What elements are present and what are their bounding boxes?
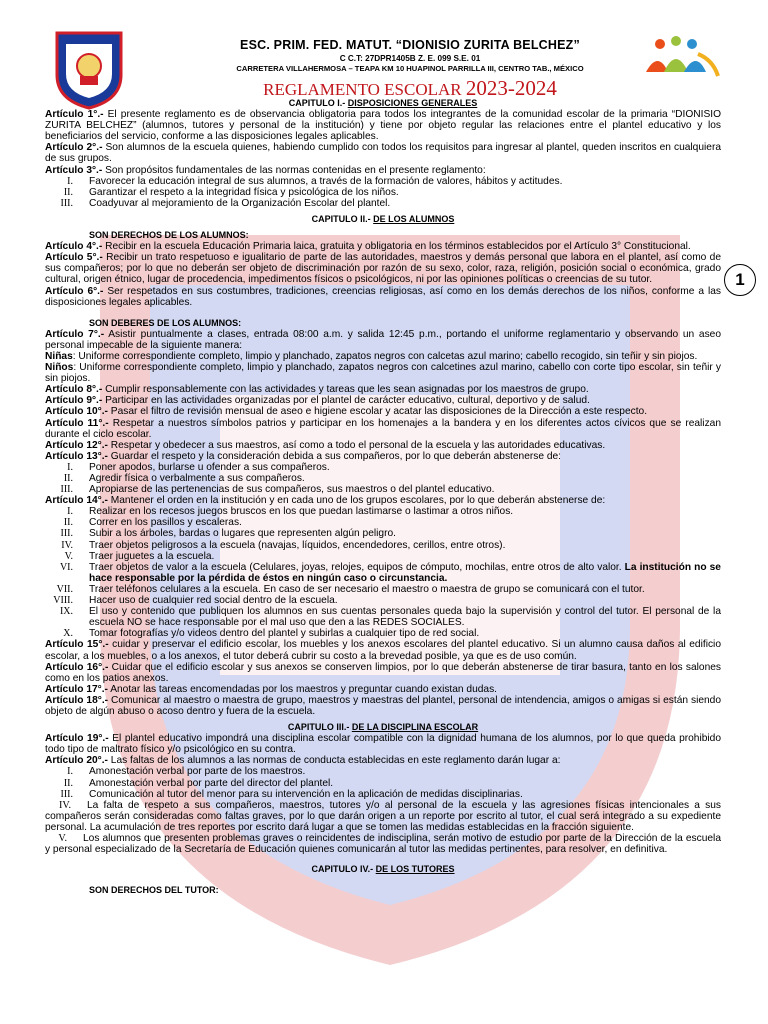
chapter-heading: CAPITULO III.- DE LA DISCIPLINA ESCOLAR (287, 722, 479, 733)
title-year: 2023-2024 (465, 76, 557, 100)
list-item: II. Agredir física o verbalmente a sus compañeros. (63, 473, 305, 484)
list-item: I. Favorecer la educación integral de sus alumnos, a través de la formación de valores, hábitos y actitudes. (67, 175, 563, 187)
article: Artículo 2°.- Son alumnos de la escuela quienes, habiendo cumplido con todos los requisitos para ingresar al plantel, queden inscritos en cualquiera de sus grupos. (45, 142, 722, 165)
list-item: II. Correr en los pasillos y escaleras. (63, 517, 242, 529)
article: Artículo 12°.- Respetar y obedecer a sus maestros, así como a todo el personal de la escuela y las autoridades educativas. (45, 439, 606, 451)
article: Artículo 15°.- cuidar y preservar el edificio escolar, los muebles y los anexos escolares del plantel educativo. Si un alumno causa daños al edificio escolar, a los muebles, o a los anexos, el tutor deberá cubrir su costo a la brevedad posible, ya que es de uso común. (45, 639, 721, 662)
article: Niñas: Uniforme correspondiente completo, limpio y planchado, zapatos negros con calcetas azul marino; cabello recogido, sin teñir y sin piojos. (45, 350, 698, 362)
article: Artículo 3°.- Son propósitos fundamentales de las normas contenidas en el presente reglamento: (45, 164, 486, 176)
article: Niños: Uniforme correspondiente completo, limpio y planchado, zapatos negros con calcetines azul marino, cabello con corte tipo escolar, sin teñir y sin piojos. (45, 362, 721, 385)
article: Artículo 8°.- Cumplir responsablemente con las actividades y tareas que les sean asignadas por los maestros de grupo. (45, 384, 589, 396)
article: Artículo 4°.- Recibir en la escuela Educación Primaria laica, gratuita y obligatoria en los términos establecidos por el Artículo 3° Constitucional. (45, 241, 691, 253)
school-address: CARRETERA VILLAHERMOSA – TEAPA KM 10 HUAPINOL PARRILLA III, CENTRO TAB., MÉXICO (236, 64, 584, 73)
article: Artículo 5°.- Recibir un trato respetuoso e igualitario de parte de las autoridades, maestros y demás personal que labora en el plantel, así como de sus compañeros; por lo que no deberán ser objeto de discriminación por razón de su sexo, color, raza, religión, posición social o económica, grado cultural, origen étnico, lugar de procedencia, impedimentos físicos o psicológicos, ni por las opiniones políticas o creencias de su tutor. (45, 252, 721, 286)
article: Artículo 16°.- Cuidar que el edificio escolar y sus anexos se conserven limpios, por lo que deberán abstenerse de tirar basura, tanto en los salones como en los patios anexos. (45, 661, 722, 684)
list-item: II. Amonestación verbal por parte del director del plantel. (63, 777, 334, 789)
list-item: III. Subir a los árboles, bardas o lugares que representen algún peligro. (60, 528, 396, 540)
article: Artículo 20°.- Las faltas de los alumnos a las normas de conducta establecidas en este reglamento darán lugar a: (45, 755, 561, 767)
section-subheading: SON DERECHOS DE LOS ALUMNOS: (89, 230, 249, 241)
article: Artículo 13°.- Guardar el respeto y la consideración debida a sus compañeros, por lo que deberán abstenerse de: (45, 450, 562, 462)
chapter-heading: CAPITULO I.- DISPOSICIONES GENERALES (288, 98, 478, 108)
page-header (0, 0, 768, 100)
list-item: II. Garantizar el respeto a la integridad física y psicológica de los niños. (63, 186, 399, 198)
article: Artículo 14°.- Mantener el orden en la institución y en cada uno de los grupos escolares, por lo que deberán abstenerse de: (45, 495, 606, 507)
article: Artículo 7°.- Asistir puntualmente a clases, entrada 08:00 a.m. y salida 12:45 p.m., portando el uniforme reglamentario y observando un aseo personal impecable de la siguiente manera: (45, 328, 722, 351)
list-item: I. Amonestación verbal por parte de los maestros. (67, 766, 306, 778)
list-item: III. Coadyuvar al mejoramiento de la Organización Escolar del plantel. (60, 197, 391, 209)
list-item: III. Comunicación al tutor del menor para su intervención en la aplicación de medidas disciplinarias. (60, 788, 523, 800)
title-text: REGLAMENTO ESCOLAR (263, 80, 462, 99)
list-item: X. Tomar fotografías y/o videos dentro del plantel y subirlas a cualquier tipo de red social. (63, 628, 480, 640)
list-item: IX. El uso y contenido que publiquen los alumnos en sus cuentas personales queda bajo la supervisión y control del tutor. El personal de la escuela NO se hace responsable por el mal uso que den a las REDES SOCIALES. (59, 606, 721, 629)
list-item: V. Los alumnos que presenten problemas graves o reincidentes de indisciplina, serán motivo de estudio por parte de la Dirección de la escuela y personal especializado de la Secretaría de Educación quienes comunicarán al tutor las medidas pertinentes, para resolver, en definitiva. (45, 833, 721, 856)
list-item: V. Traer juguetes a la escuela. (64, 550, 215, 562)
school-name: ESC. PRIM. FED. MATUT. “DIONISIO ZURITA BELCHEZ” (240, 38, 580, 52)
list-item: VIII. Hacer uso de cualquier red social dentro de la escuela. (53, 595, 338, 607)
document-body (45, 98, 721, 896)
chapter-heading: CAPITULO II.- DE LOS ALUMNOS (311, 213, 455, 224)
sep-logo-icon (638, 32, 728, 97)
article: Artículo 11°.- Respetar a nuestros símbolos patrios y participar en los homenajes a la bandera y en los diferentes actos cívicos que se realizan durante el ciclo escolar. (45, 417, 721, 440)
list-item: VI. Traer objetos de valor a la escuela (Celulares, joyas, relojes, equipos de cómputo, mochilas, entre otros de alto valor. La institución no se hace responsable por la pérdida de éstos en ningún caso o circunstancia. (59, 561, 721, 584)
article: Artículo 10°.- Pasar el filtro de revisión mensual de aseo e higiene escolar y acatar las disposiciones de la Dirección a este respecto. (45, 406, 648, 418)
chapter-heading: CAPITULO IV.- DE LOS TUTORES (311, 864, 455, 875)
page-number-badge: 1 (724, 264, 756, 296)
list-item: IV. La falta de respeto a sus compañeros, maestros, tutores y/o al personal de la escuela y las agresiones físicas intencionales a sus compañeros serán consideradas como faltas graves, por lo que darán origen a un reporte por escrito al tutor, el cual será integrado a su expediente personal. La acumulación de tres reportes por escrito dará lugar a que se tomen las medidas establecidas en la fracción siguiente. (45, 799, 721, 833)
list-item: I. Poner apodos, burlarse u ofender a sus compañeros. (67, 461, 330, 473)
school-cct: C C.T: 27DPR1405B Z. E. 099 S.E. 01 (339, 54, 481, 63)
article: Artículo 17°.- Anotar las tareas encomendadas por los maestros y preguntar cuando existan dudas. (45, 683, 498, 695)
section-subheading: SON DERECHOS DEL TUTOR: (89, 885, 219, 896)
article: Artículo 6°.- Ser respetados en sus costumbres, tradiciones, creencias religiosas, así como en los demás derechos de los niños, conforme a las disposiciones legales aplicables. (45, 285, 721, 308)
article: Artículo 19°.- El plantel educativo impondrá una disciplina escolar compatible con la dignidad humana de los alumnos, por lo que queda prohibido todo tipo de maltrato físico y/o psicológico en su contra. (45, 733, 721, 756)
list-item: VII. Traer teléfonos celulares a la escuela. En caso de ser necesario el maestro o maestra de grupo se comunicará con el tutor. (56, 583, 645, 595)
list-item: IV. Traer objetos peligrosos a la escuela (navajas, líquidos, encendedores, cerillos, entre otros). (61, 539, 506, 551)
article: Artículo 1°.- El presente reglamento es de observancia obligatoria para todos los integrantes de la comunidad escolar de la primaria “DIONISIO ZURITA BELCHEZ” (alumnos, tutores y personal de la institución) y tiene por objeto regular las relaciones entre el plantel educativo y los beneficiarios del servicio, conforme a las disposiciones legales aplicables. (45, 109, 721, 143)
list-item: I. Realizar en los recesos juegos bruscos en los que puedan lastimarse o lastimar a otros niños. (67, 506, 514, 518)
section-subheading: SON DEBERES DE LOS ALUMNOS: (89, 317, 242, 328)
list-item: III. Apropiarse de las pertenencias de sus compañeros, sus maestros o del plantel educativo. (60, 484, 495, 496)
article: Artículo 18°.- Comunicar al maestro o maestra de grupo, maestros y maestras del plantel, personal de intendencia, amigos o amigas si están siendo objeto de algún abuso o acoso dentro y fuera de la escuela. (45, 694, 722, 717)
article: Artículo 9°.- Participar en las actividades organizadas por el plantel de carácter educativo, cultural, deportivo y de salud. (45, 395, 590, 407)
